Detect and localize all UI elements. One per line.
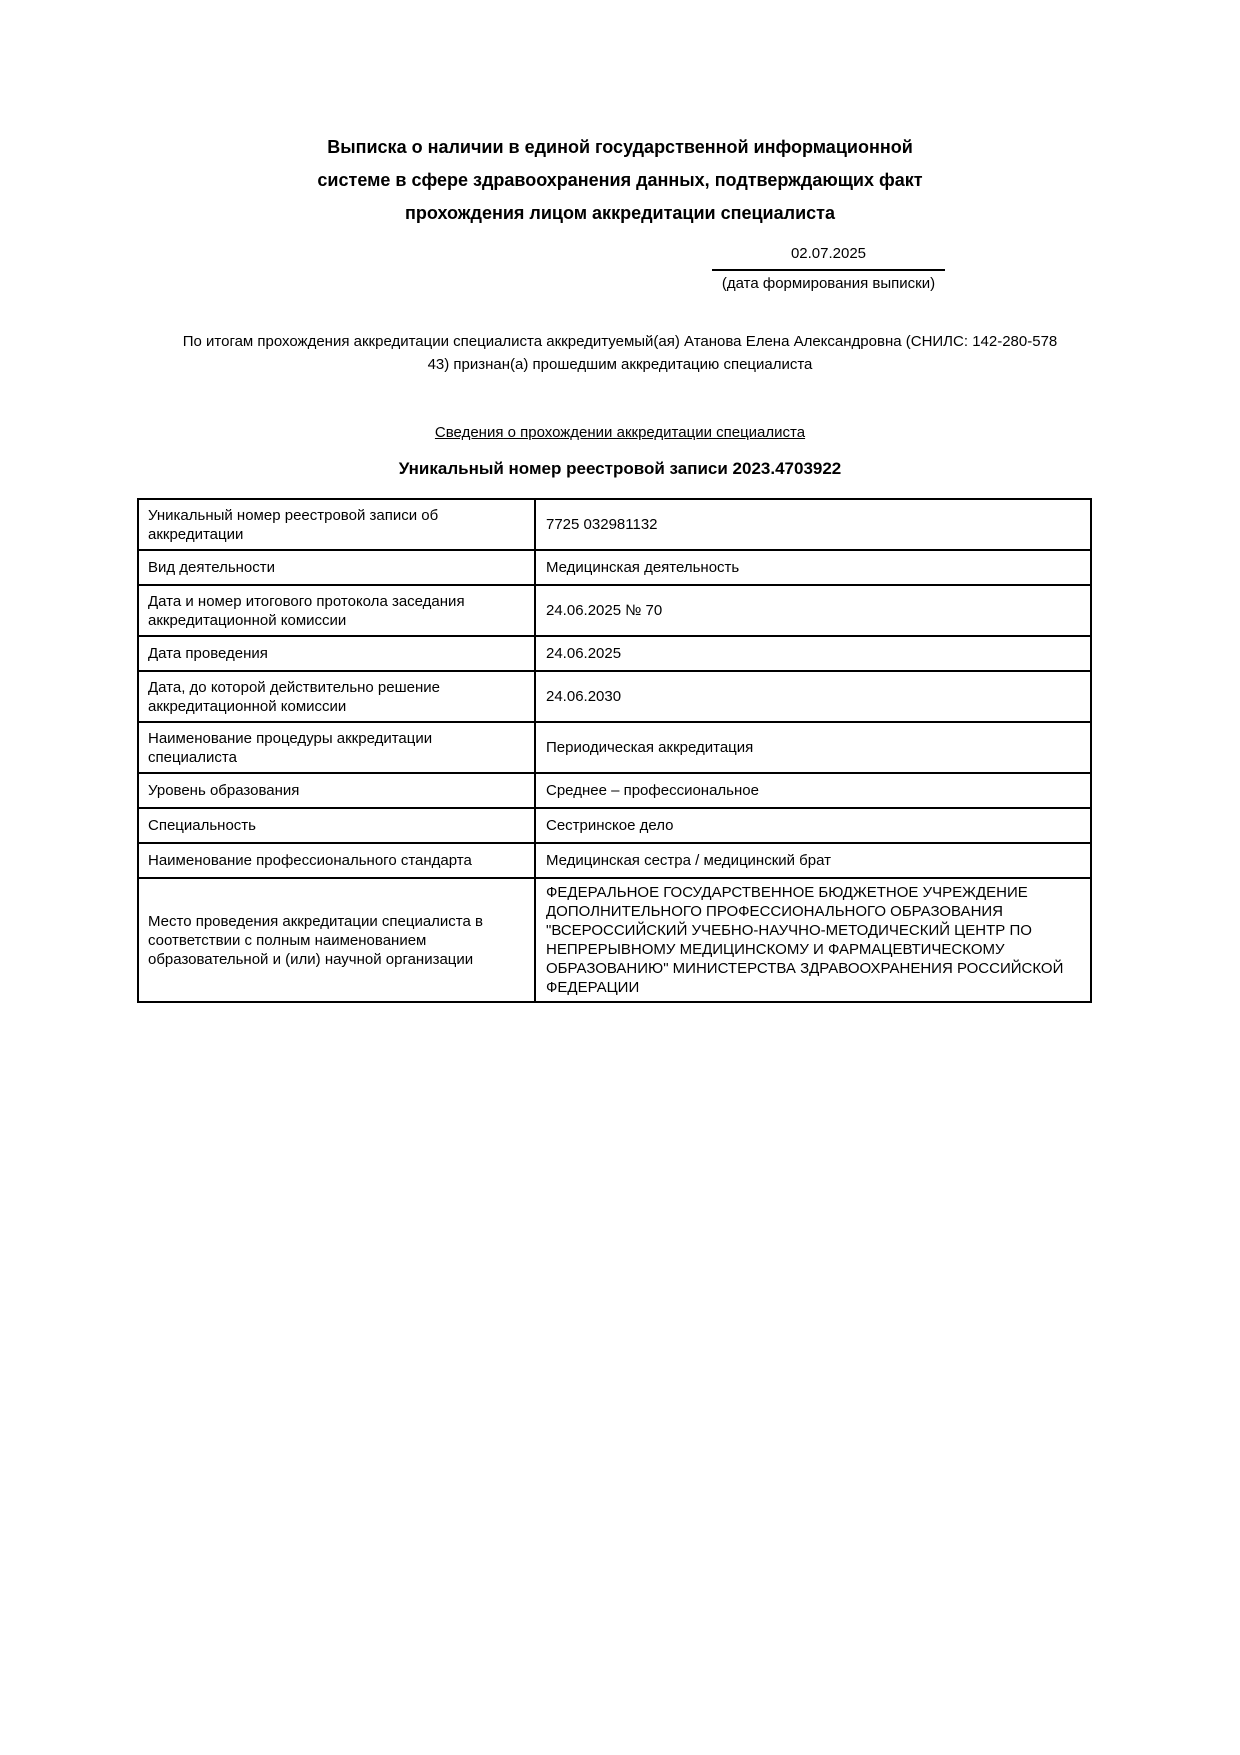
field-label: Уникальный номер реестровой записи об аккредитации — [138, 499, 535, 550]
field-label: Дата, до которой действительно решение аккредитационной комиссии — [138, 671, 535, 722]
field-label: Дата и номер итогового протокола заседания аккредитационной комиссии — [138, 585, 535, 636]
field-label: Наименование профессионального стандарта — [138, 843, 535, 878]
table-row — [138, 878, 1091, 1002]
field-label: Наименование процедуры аккредитации специалиста — [138, 722, 535, 773]
registry-number-heading: Уникальный номер реестровой записи 2023.4703922 — [398, 459, 842, 478]
intro-line: По итогам прохождения аккредитации специалиста аккредитуемый(ая) Атанова Елена Александровна (СНИЛС: 142-280-578 — [182, 333, 1058, 350]
title-line: прохождения лицом аккредитации специалиста — [405, 203, 835, 223]
field-value: 24.06.2025 № 70 — [535, 585, 1091, 636]
table-row — [138, 722, 1091, 773]
accreditation-table — [137, 498, 1092, 1003]
document-title — [140, 131, 1100, 230]
field-value: Медицинская деятельность — [535, 550, 1091, 585]
field-value: 7725 032981132 — [535, 499, 1091, 550]
field-value: Периодическая аккредитация — [535, 722, 1091, 773]
field-value: 24.06.2030 — [535, 671, 1091, 722]
title-line: системе в сфере здравоохранения данных, подтверждающих факт — [317, 170, 923, 190]
field-label: Уровень образования — [138, 773, 535, 808]
field-value: Медицинская сестра / медицинский брат — [535, 843, 1091, 878]
table-row — [138, 843, 1091, 878]
field-label: Вид деятельности — [138, 550, 535, 585]
table-row — [138, 808, 1091, 843]
field-value: Сестринское дело — [535, 808, 1091, 843]
field-label: Место проведения аккредитации специалиста в соответствии с полным наименованием образовательной и (или) научной организации — [138, 878, 535, 1002]
intro-line: 43) признан(а) прошедшим аккредитацию специалиста — [427, 356, 813, 373]
table-row — [138, 499, 1091, 550]
field-value: ФЕДЕРАЛЬНОЕ ГОСУДАРСТВЕННОЕ БЮДЖЕТНОЕ УЧРЕЖДЕНИЕ ДОПОЛНИТЕЛЬНОГО ПРОФЕССИОНАЛЬНОГО ОБРАЗОВАНИЯ "ВСЕРОССИЙСКИЙ УЧЕБНО-НАУЧНО-МЕТОДИЧЕСКИЙ ЦЕНТР ПО НЕПРЕРЫВНОМУ МЕДИЦИНСКОМУ И ФАРМАЦЕВТИЧЕСКОМУ ОБРАЗОВАНИЮ" МИНИСТЕРСТВА ЗДРАВООХРАНЕНИЯ РОССИЙСКОЙ ФЕДЕРАЦИИ — [535, 878, 1091, 1002]
title-line: Выписка о наличии в единой государственной информационной — [327, 137, 913, 157]
table-row — [138, 636, 1091, 671]
table-row — [138, 773, 1091, 808]
field-value: Среднее – профессиональное — [535, 773, 1091, 808]
table-row — [138, 585, 1091, 636]
table-row — [138, 550, 1091, 585]
section-heading: Сведения о прохождении аккредитации специалиста — [434, 424, 806, 441]
intro-paragraph — [120, 330, 1120, 376]
issue-date-caption: (дата формирования выписки) — [721, 275, 936, 292]
table-row — [138, 671, 1091, 722]
issue-date: 02.07.2025 — [712, 244, 945, 271]
field-label: Специальность — [138, 808, 535, 843]
field-value: 24.06.2025 — [535, 636, 1091, 671]
issue-date-block — [712, 244, 945, 293]
field-label: Дата проведения — [138, 636, 535, 671]
